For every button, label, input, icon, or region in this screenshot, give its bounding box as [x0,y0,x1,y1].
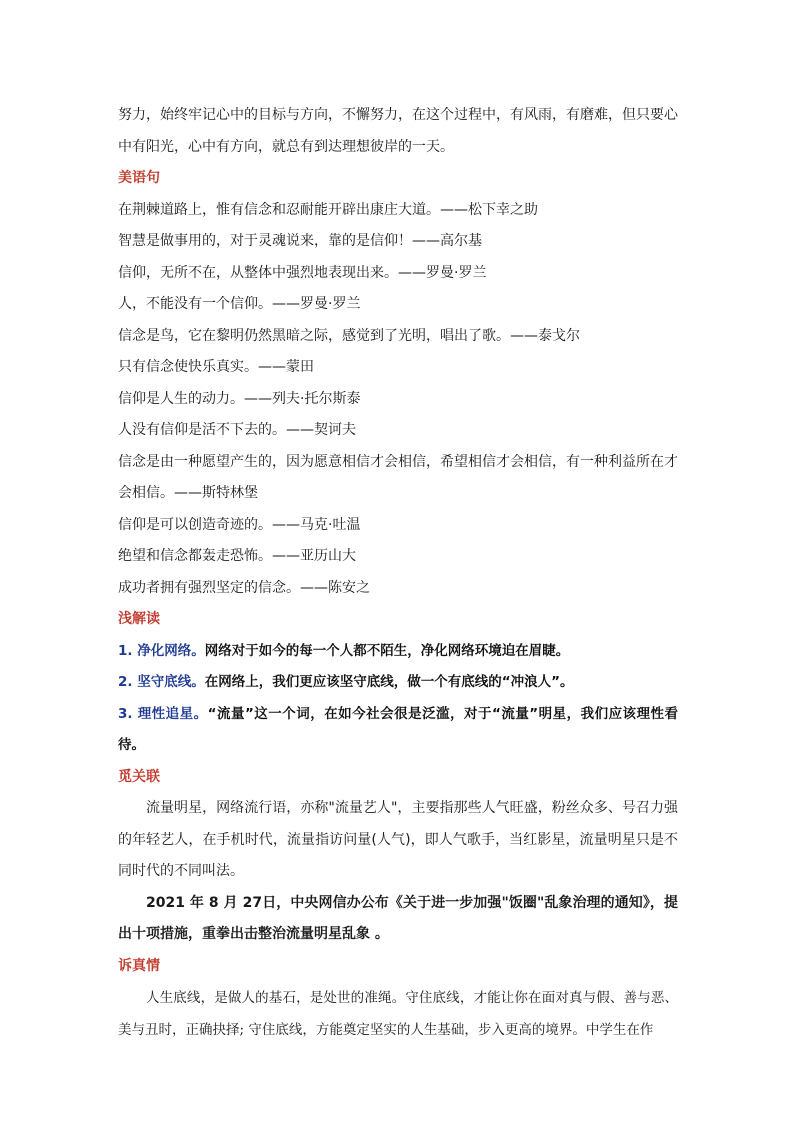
point-lead: 3. 理性追星。 [118,705,208,722]
point-text: “流量”这一个词，在如今社会很是泛滥，对于“流量”明星，我们应该理性看待。 [118,705,678,753]
quote-item: 人没有信仰是活不下去的。——契诃夫 [118,422,356,438]
interpret-point [118,636,678,668]
point-text: 在网络上，我们更应该坚守底线，做一个有底线的“冲浪人”。 [204,674,574,690]
feeling-paragraph: 人生底线，是做人的基石，是处世的准绳。守住底线，才能让你在面对真与假、善与恶、美与丑时，正确抉择; 守住底线，方能奠定坚实的人生基础，步入更高的境界。中学生在作 [118,990,678,1038]
quote-item: 信念是由一种愿望产生的，因为愿意相信才会相信，希望相信才会相信，有一种利益所在才会相信。——斯特林堡 [118,453,678,501]
quote-item: 在荆棘道路上，惟有信念和忍耐能开辟出康庄大道。——松下幸之助 [118,201,538,218]
feeling-heading: 诉真情 [118,957,160,974]
point-lead: 2. 坚守底线。 [118,674,205,690]
document-body [118,100,678,1046]
related-paragraph-1: 流量明星，网络流行语，亦称"流量艺人"，主要指那些人气旺盛，粉丝众多、号召力强的年轻艺人，在手机时代，流量指访问量(人气)，即人气歌手，当红影星，流量明星只是不同时代的不同叫法。 [118,800,678,879]
quote-item: 智慧是做事用的，对于灵魂说来，靠的是信仰！——高尔基 [118,233,482,249]
quote-item: 信仰，无所不在，从整体中强烈地表现出来。——罗曼·罗兰 [118,264,487,281]
quote-item: 绝望和信念都轰走恐怖。——亚历山大 [118,548,356,564]
related-heading: 觅关联 [118,768,160,785]
quote-item: 只有信念使快乐真实。——蒙田 [118,359,314,375]
interpret-heading: 浅解读 [118,611,160,627]
related-paragraph-2: 2021 年 8 月 27日，中央网信办公布《关于进一步加强"饭圈"乱象治理的通知》，提出十项措施，重拳出击整治流量明星乱象 。 [118,894,678,942]
quotes-list [118,195,678,605]
interpret-point [118,699,678,762]
quote-item: 成功者拥有强烈坚定的信念。——陈安之 [118,579,370,596]
quote-item: 信仰是人生的动力。——列夫·托尔斯泰 [118,390,361,407]
quotes-heading: 美语句 [118,170,160,186]
intro-paragraph: 努力，始终牢记心中的目标与方向，不懈努力，在这个过程中，有风雨，有磨难，但只要心中有阳光，心中有方向，就总有到达理想彼岸的一天。 [118,107,678,155]
interpret-points [118,636,678,762]
quote-item: 信仰是可以创造奇迹的。——马克·吐温 [118,516,361,533]
point-lead: 1. 净化网络。 [118,642,205,659]
quote-item: 人，不能没有一个信仰。——罗曼·罗兰 [118,296,361,312]
point-text: 网络对于如今的每一个人都不陌生，净化网络环境迫在眉睫。 [204,642,570,659]
interpret-point [118,667,678,699]
quote-item: 信念是鸟，它在黎明仍然黑暗之际，感觉到了光明，唱出了歌。——泰戈尔 [118,327,580,344]
